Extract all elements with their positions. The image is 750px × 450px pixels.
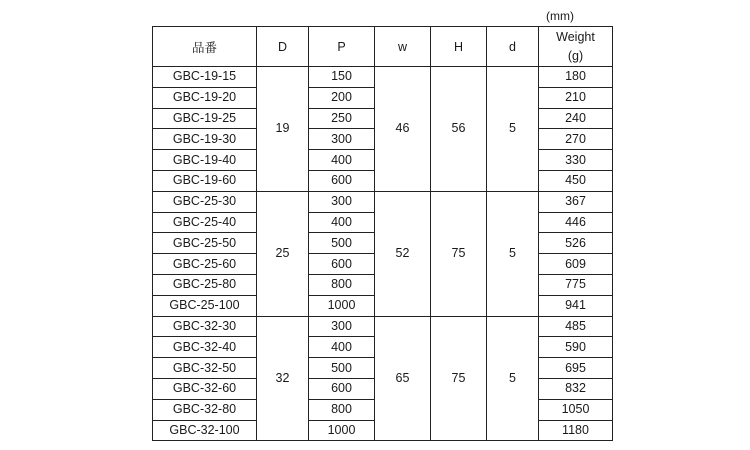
cell-weight: 775 <box>539 274 613 295</box>
cell-weight: 180 <box>539 67 613 88</box>
cell-part-number: GBC-32-30 <box>153 316 257 337</box>
cell-weight: 1050 <box>539 399 613 420</box>
cell-part-number: GBC-25-60 <box>153 254 257 275</box>
cell-part-number: GBC-25-80 <box>153 274 257 295</box>
header-d-diameter: D <box>257 27 309 67</box>
cell-small-d: 5 <box>487 191 539 316</box>
cell-p: 300 <box>309 129 375 150</box>
cell-p: 300 <box>309 191 375 212</box>
header-weight-unit: (g) <box>567 48 584 63</box>
header-row <box>153 27 613 67</box>
header-small-d: d <box>487 27 539 67</box>
cell-p: 400 <box>309 337 375 358</box>
cell-small-d: 5 <box>487 316 539 441</box>
cell-w: 65 <box>375 316 431 441</box>
cell-weight: 450 <box>539 170 613 191</box>
cell-h: 75 <box>431 191 487 316</box>
cell-part-number: GBC-19-30 <box>153 129 257 150</box>
cell-weight: 526 <box>539 233 613 254</box>
cell-weight: 695 <box>539 358 613 379</box>
cell-p: 600 <box>309 170 375 191</box>
cell-weight: 590 <box>539 337 613 358</box>
header-part-number: 品番 <box>153 27 257 67</box>
table-body <box>153 67 613 441</box>
header-h: H <box>431 27 487 67</box>
cell-part-number: GBC-19-20 <box>153 87 257 108</box>
cell-p: 150 <box>309 67 375 88</box>
table-header <box>153 27 613 67</box>
cell-weight: 330 <box>539 150 613 171</box>
cell-p: 200 <box>309 87 375 108</box>
cell-weight: 941 <box>539 295 613 316</box>
cell-p: 400 <box>309 150 375 171</box>
table-row <box>153 191 613 212</box>
cell-part-number: GBC-32-100 <box>153 420 257 441</box>
header-weight <box>539 27 613 67</box>
cell-p: 400 <box>309 212 375 233</box>
cell-p: 250 <box>309 108 375 129</box>
cell-part-number: GBC-25-50 <box>153 233 257 254</box>
cell-p: 800 <box>309 399 375 420</box>
cell-p: 600 <box>309 254 375 275</box>
cell-d-diameter: 25 <box>257 191 309 316</box>
cell-w: 52 <box>375 191 431 316</box>
cell-weight: 609 <box>539 254 613 275</box>
header-weight-label: Weight <box>556 29 595 44</box>
cell-weight: 367 <box>539 191 613 212</box>
cell-small-d: 5 <box>487 67 539 192</box>
cell-part-number: GBC-19-60 <box>153 170 257 191</box>
cell-w: 46 <box>375 67 431 192</box>
cell-part-number: GBC-25-40 <box>153 212 257 233</box>
cell-weight: 485 <box>539 316 613 337</box>
cell-weight: 240 <box>539 108 613 129</box>
cell-p: 500 <box>309 358 375 379</box>
cell-h: 56 <box>431 67 487 192</box>
cell-d-diameter: 32 <box>257 316 309 441</box>
cell-weight: 1180 <box>539 420 613 441</box>
cell-h: 75 <box>431 316 487 441</box>
cell-weight: 210 <box>539 87 613 108</box>
cell-weight: 832 <box>539 378 613 399</box>
spec-table <box>152 26 613 441</box>
cell-p: 1000 <box>309 295 375 316</box>
cell-p: 800 <box>309 274 375 295</box>
cell-p: 300 <box>309 316 375 337</box>
cell-part-number: GBC-19-40 <box>153 150 257 171</box>
cell-part-number: GBC-19-15 <box>153 67 257 88</box>
table-row <box>153 67 613 88</box>
cell-part-number: GBC-32-80 <box>153 399 257 420</box>
cell-d-diameter: 19 <box>257 67 309 192</box>
cell-p: 600 <box>309 378 375 399</box>
cell-part-number: GBC-32-50 <box>153 358 257 379</box>
cell-weight: 270 <box>539 129 613 150</box>
cell-p: 500 <box>309 233 375 254</box>
header-w: w <box>375 27 431 67</box>
cell-part-number: GBC-32-60 <box>153 378 257 399</box>
unit-label: (mm) <box>546 9 574 23</box>
cell-part-number: GBC-32-40 <box>153 337 257 358</box>
header-p: P <box>309 27 375 67</box>
cell-p: 1000 <box>309 420 375 441</box>
table-row <box>153 316 613 337</box>
cell-weight: 446 <box>539 212 613 233</box>
cell-part-number: GBC-19-25 <box>153 108 257 129</box>
cell-part-number: GBC-25-100 <box>153 295 257 316</box>
cell-part-number: GBC-25-30 <box>153 191 257 212</box>
